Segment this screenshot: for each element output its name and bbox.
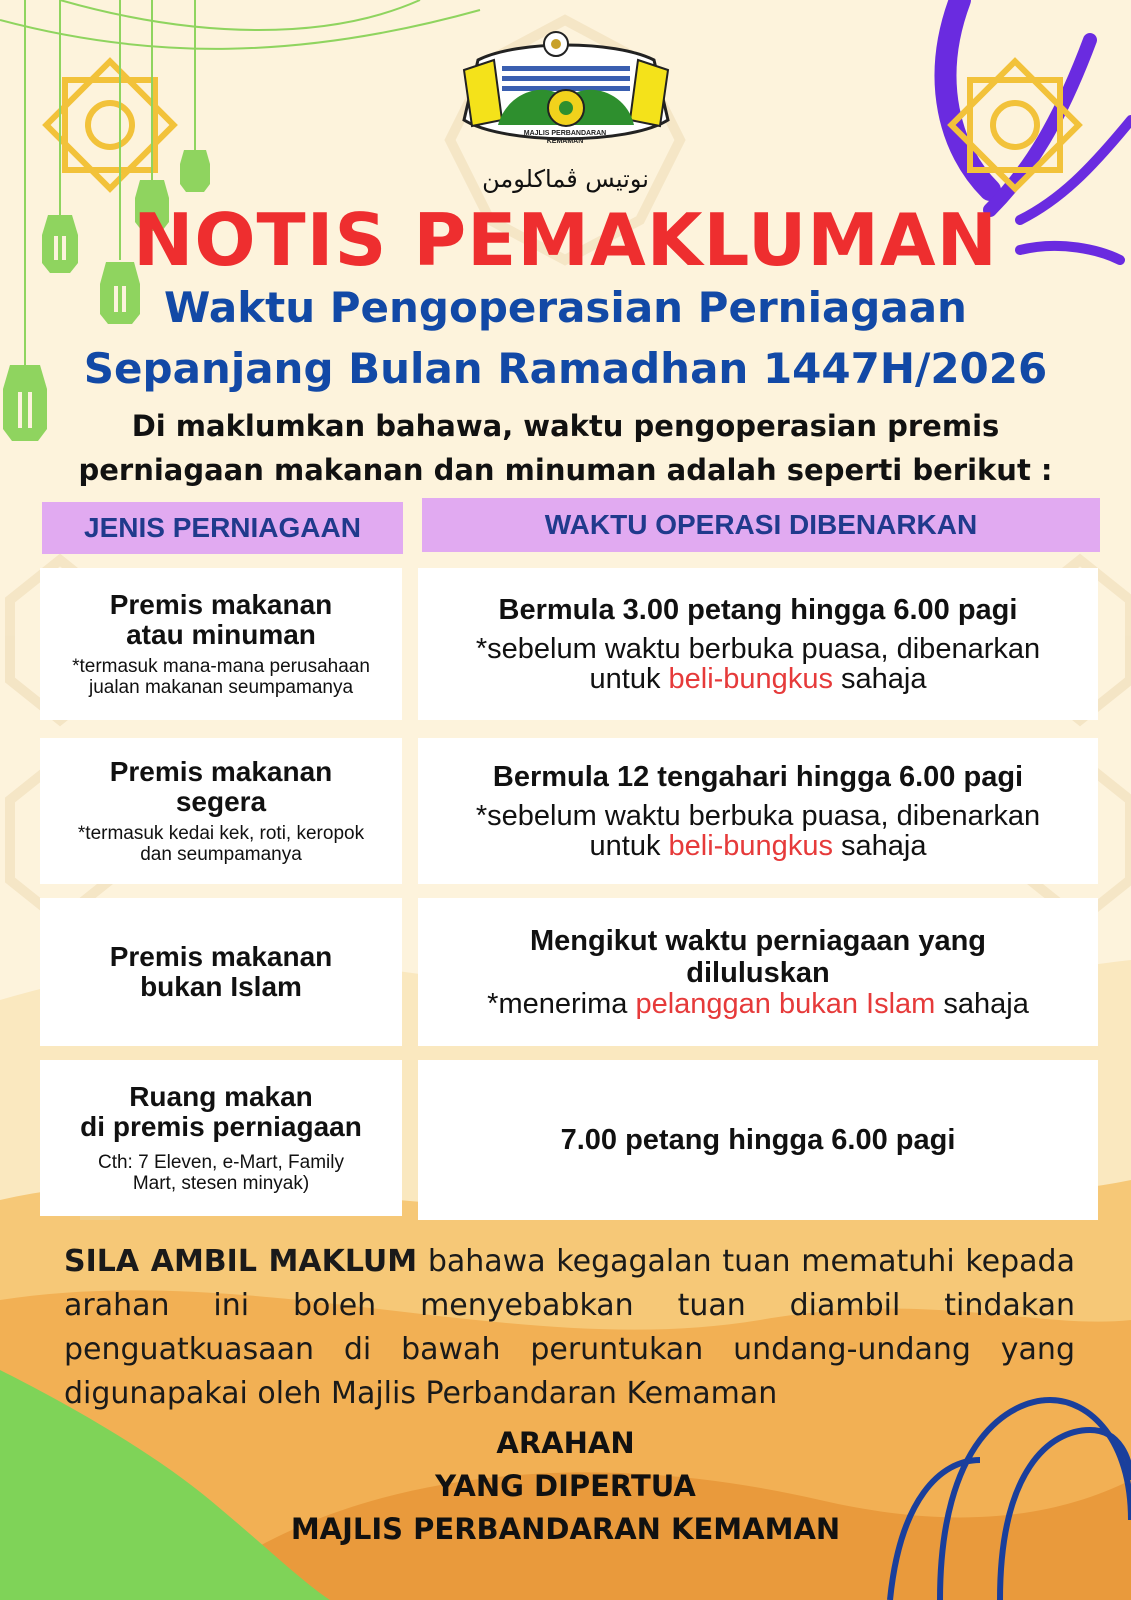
- subtitle-line1: Waktu Pengoperasian Perniagaan: [164, 283, 967, 332]
- table-row-2-type: Premis makanan segera *termasuk kedai kek, roti, keropok dan seumpamanya: [40, 738, 402, 884]
- subtitle-line2: Sepanjang Bulan Ramadhan 1447H/2026: [83, 344, 1048, 393]
- signature-line1: ARAHAN: [496, 1426, 635, 1460]
- highlight-non-muslim: pelanggan bukan Islam: [635, 988, 936, 1020]
- table-header-business-type: JENIS PERNIAGAAN: [42, 502, 403, 554]
- intro-text: [60, 404, 1071, 492]
- highlight-takeaway: beli-bungkus: [668, 830, 833, 862]
- jawi-title: نوتيس ڤماكلومن: [482, 165, 649, 193]
- table-row-4-hours: 7.00 petang hingga 6.00 pagi: [418, 1060, 1098, 1220]
- logo-caption: MAJLIS PERBANDARAN KEMAMAN: [523, 130, 607, 145]
- highlight-takeaway: beli-bungkus: [668, 663, 833, 695]
- intro-line2: perniagaan makanan dan minuman adalah seperti berikut :: [78, 453, 1053, 487]
- table-row-1-hours: Bermula 3.00 petang hingga 6.00 pagi *sebelum waktu berbuka puasa, dibenarkan untuk beli-bungkus sahaja: [418, 568, 1098, 720]
- notice-bold-lead: SILA AMBIL MAKLUM: [64, 1244, 418, 1279]
- table-header-operating-hours: WAKTU OPERASI DIBENARKAN: [422, 498, 1100, 552]
- notice-paragraph: SILA AMBIL MAKLUM bahawa kegagalan tuan mematuhi kepada arahan ini boleh menyebabkan tuan diambil tindakan penguatkuasaan di bawah peruntukan undang-undang yang digunapakai oleh Majlis Perbandaran Kemaman: [64, 1244, 1075, 1411]
- signature-line3: MAJLIS PERBANDARAN KEMAMAN: [290, 1512, 841, 1546]
- table-row-4-type: Ruang makan di premis perniagaan Cth: 7 Eleven, e-Mart, Family Mart, stesen minyak): [40, 1060, 402, 1216]
- intro-line1: Di maklumkan bahawa, waktu pengoperasian premis: [131, 409, 1000, 443]
- main-title: NOTIS PEMAKLUMAN: [133, 198, 998, 282]
- signature-line2: YANG DIPERTUA: [435, 1469, 696, 1503]
- table-row-1-type: Premis makanan atau minuman *termasuk mana-mana perusahaan jualan makanan seumpamanya: [40, 568, 402, 720]
- table-row-2-hours: Bermula 12 tengahari hingga 6.00 pagi *sebelum waktu berbuka puasa, dibenarkan untuk beli-bungkus sahaja: [418, 738, 1098, 884]
- table-row-3-hours: Mengikut waktu perniagaan yang diluluskan *menerima pelanggan bukan Islam sahaja: [418, 898, 1098, 1046]
- table-row-3-type: Premis makanan bukan Islam: [40, 898, 402, 1046]
